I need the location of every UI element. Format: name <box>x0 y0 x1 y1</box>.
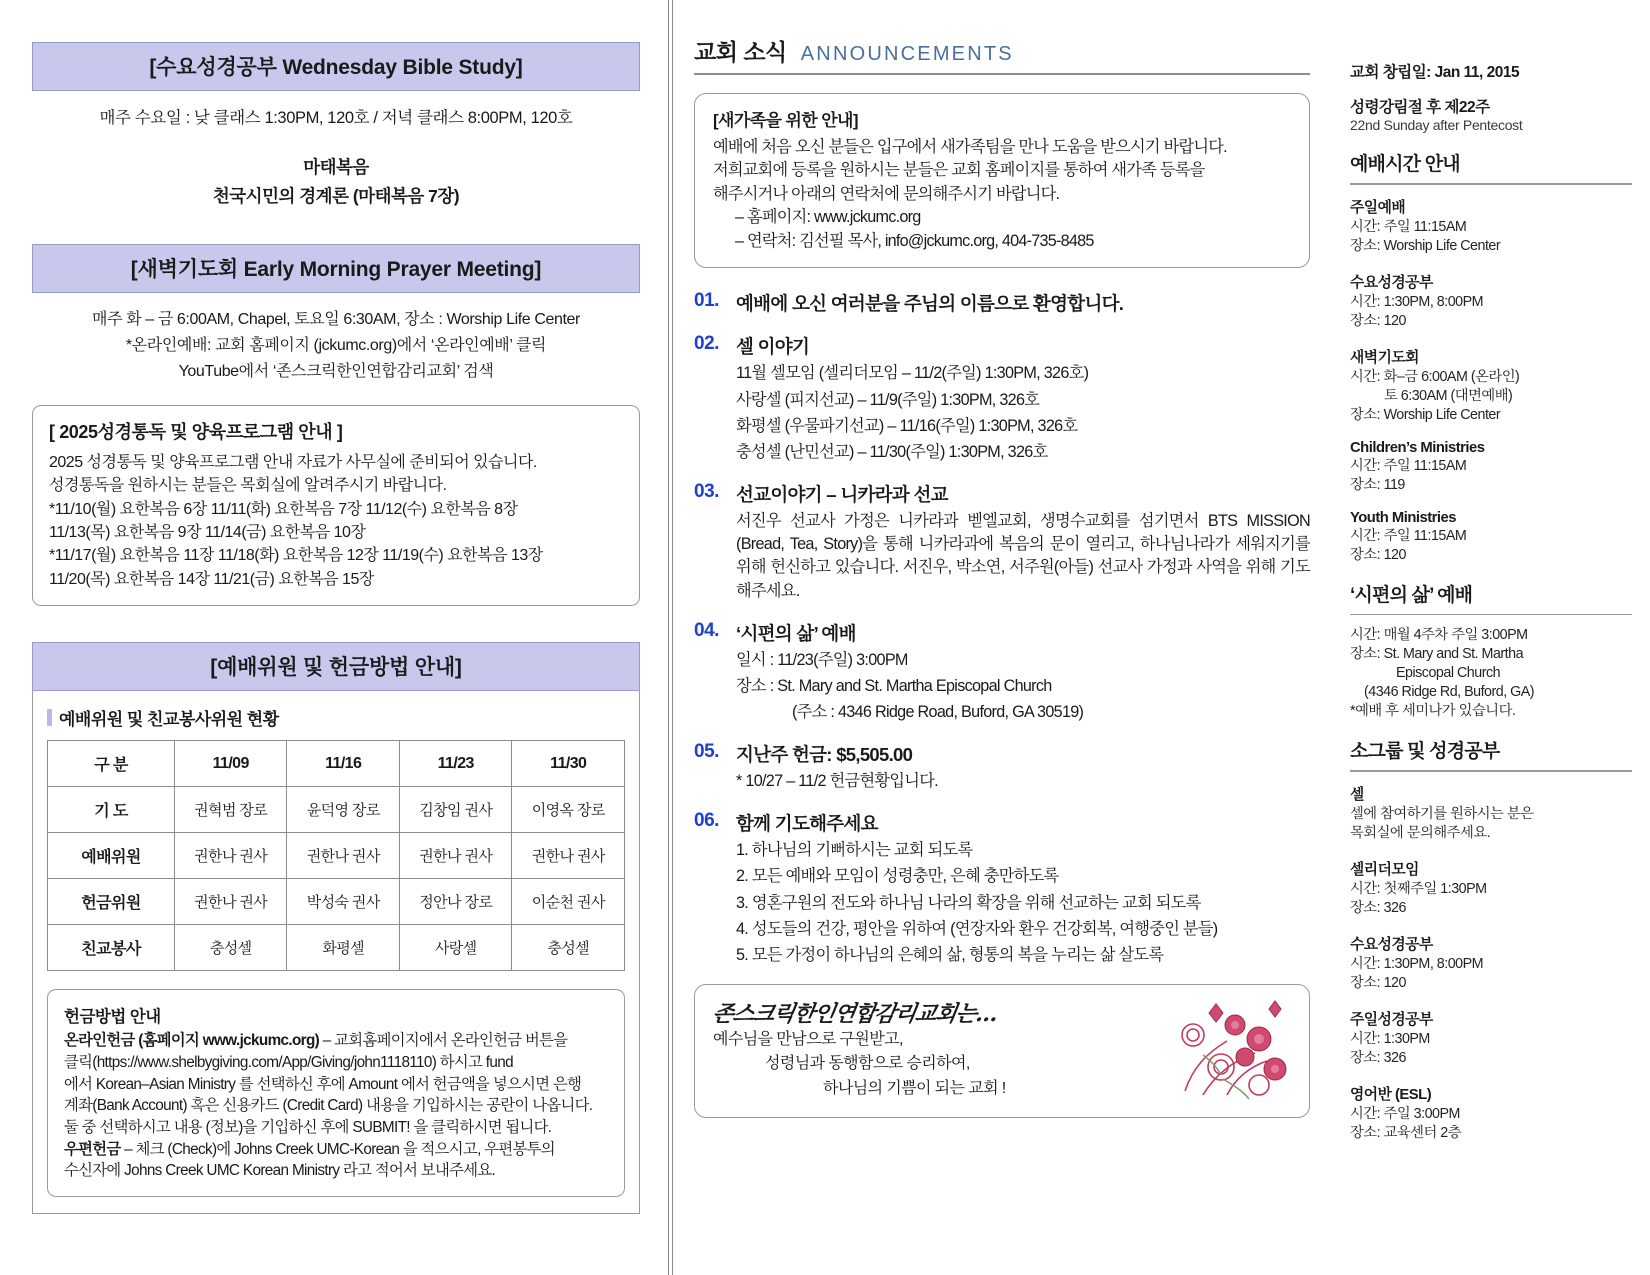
announcements-title-en: ANNOUNCEMENTS <box>800 43 1014 65</box>
info-sidebar <box>1328 0 1650 1275</box>
prayer-request-2: 3. 영혼구원의 전도와 하나님 나라의 확장을 위해 선교하는 교회 되도록 <box>736 893 1201 912</box>
group-item-cell <box>1350 783 1632 843</box>
psalm-address: (주소 : 4346 Ridge Road, Buford, GA 30519) <box>792 702 1084 721</box>
announcement-body <box>736 481 1310 603</box>
duty-row-0-cell-2: 김창임 권사 <box>399 787 512 833</box>
group-item-place: 장소: 교육센터 2층 <box>1350 1124 1462 1141</box>
duty-row-0-label: 기 도 <box>48 787 175 833</box>
header-divider <box>694 73 1310 75</box>
bible-program-line-4: *11/17(월) 요한복음 11장 11/18(화) 요한복음 12장 11/19(수) 요한복음 13장 <box>49 547 543 565</box>
offering-total: 지난주 헌금: $5,505.00 <box>736 744 913 766</box>
duty-row-1-label: 예배위원 <box>48 833 175 879</box>
announcement-item <box>694 741 1310 793</box>
prayer-request-3: 4. 성도들의 건강, 평안을 위하여 (연장자와 환우 건강회복, 여행중인 분들) <box>736 919 1218 938</box>
giving-mail-text: – 체크 (Check)에 Johns Creek UMC-Korean 을 적으시고, 우편봉투의 <box>120 1140 555 1158</box>
worship-item-time-2: 토 6:30AM (대면예배) <box>1384 387 1513 404</box>
new-family-contact: – 연락처: 김선필 목사, info@jckumc.org, 404-735-8485 <box>735 231 1094 250</box>
worship-item-time: 시간: 주일 11:15AM <box>1350 457 1467 474</box>
announcement-title: 선교이야기 – 니카라과 선교 <box>736 484 948 506</box>
duty-col-4: 11/30 <box>512 741 625 787</box>
worship-item-place: 장소: Worship Life Center <box>1350 406 1501 423</box>
group-item-line-0: 셀에 참여하기를 원하시는 분은 <box>1350 805 1534 822</box>
announcement-body <box>736 290 1310 316</box>
worship-item-dawn-prayer <box>1350 346 1632 425</box>
announcement-title: ‘시편의 삶’ 예배 <box>736 622 856 644</box>
sidebar-divider <box>1350 770 1632 772</box>
bible-study-book: 마태복음 <box>303 157 369 177</box>
announcement-number: 02. <box>694 333 719 355</box>
giving-online-label: 온라인헌금 (홈페이지 www.jckumc.org) <box>64 1032 320 1050</box>
vision-handwritten-title: 존스크릭한인연합감리교회는… <box>710 1001 1000 1028</box>
vision-line-3: 하나님의 기쁨이 되는 교회 ! <box>823 1079 1006 1097</box>
season-en: 22nd Sunday after Pentecost <box>1350 117 1523 133</box>
bible-program-line-3: 11/13(목) 요한복음 9장 11/14(금) 요한복음 10장 <box>49 524 366 542</box>
psalm-place-2: Episcopal Church <box>1396 665 1501 682</box>
group-item-title: 수요성경공부 <box>1350 936 1433 953</box>
duty-row-1-cell-3: 권한나 권사 <box>512 833 625 879</box>
vision-line-1: 예수님을 만남으로 구원받고, <box>713 1031 903 1049</box>
new-family-line-1: 예배에 처음 오신 분들은 입구에서 새가족팀을 만나 도움을 받으시기 바랍니다. <box>713 138 1227 156</box>
sidebar-divider <box>1350 614 1632 616</box>
bible-program-line-1: 성경통독을 원하시는 분들은 목회실에 알려주시기 바랍니다. <box>49 477 447 495</box>
worship-item-title: 새벽기도회 <box>1350 349 1419 366</box>
vision-line-2: 성령님과 동행함으로 승리하여, <box>765 1055 970 1073</box>
group-item-sunday-bible <box>1350 1008 1632 1068</box>
group-item-time: 시간: 주일 3:00PM <box>1350 1105 1460 1122</box>
announcement-number: 03. <box>694 481 719 503</box>
announcement-number: 04. <box>694 619 719 641</box>
psalm-note: *예배 후 세미나가 있습니다. <box>1350 703 1516 720</box>
worship-item-time: 시간: 1:30PM, 8:00PM <box>1350 293 1484 310</box>
giving-mail-label: 우편헌금 <box>64 1140 121 1158</box>
announcements-title-kr: 교회 소식 <box>694 39 787 65</box>
flower-decoration-icon <box>1163 995 1293 1107</box>
duty-row-2-cell-3: 이순천 권사 <box>512 879 625 925</box>
prayer-request-1: 2. 모든 예배와 모임이 성령충만, 은혜 충만하도록 <box>736 867 1059 886</box>
duty-row-3-label: 친교봉사 <box>48 925 175 971</box>
worship-item-title: Children’s Ministries <box>1350 439 1485 456</box>
giving-mail-line-2: 수신자에 Johns Creek UMC Korean Ministry 라고 적어서 보내주세요. <box>64 1162 496 1180</box>
worship-item-place: 장소: 120 <box>1350 312 1406 329</box>
giving-online-line <box>64 1030 608 1052</box>
table-row <box>48 879 625 925</box>
prayer-request-4: 5. 모든 가정이 하나님의 은혜의 삶, 형통의 복을 누리는 삶 살도록 <box>736 945 1164 964</box>
duty-row-2-label: 헌금위원 <box>48 879 175 925</box>
prayer-request-0: 1. 하나님의 기뻐하시는 교회 되도록 <box>736 841 973 860</box>
worship-times-heading: 예배시간 안내 <box>1350 154 1460 175</box>
section-marker-icon <box>47 709 52 726</box>
founding-date: 교회 창립일: Jan 11, 2015 <box>1350 64 1520 81</box>
worship-item-time: 시간: 주일 11:15AM <box>1350 527 1467 544</box>
prayer-meeting-banner: [새벽기도회 Early Morning Prayer Meeting] <box>32 244 640 293</box>
worship-item-sunday <box>1350 196 1632 256</box>
duty-row-3-cell-2: 사랑셀 <box>399 925 512 971</box>
group-item-cell-leader <box>1350 858 1632 918</box>
giving-mail-line <box>64 1139 608 1161</box>
small-group-heading: 소그룹 및 성경공부 <box>1350 741 1500 763</box>
bible-study-schedule: 매주 수요일 : 낮 클래스 1:30PM, 120호 / 저녁 클래스 8:00PM, 120호 <box>99 109 573 127</box>
new-family-website: – 홈페이지: www.jckumc.org <box>735 208 921 227</box>
table-row <box>48 833 625 879</box>
group-item-time: 시간: 1:30PM <box>1350 1030 1430 1047</box>
psalm-datetime: 일시 : 11/23(주일) 3:00PM <box>736 650 908 669</box>
season-kr: 성령강림절 후 제22주 <box>1350 99 1490 116</box>
liturgical-season <box>1350 95 1632 133</box>
worship-item-place: 장소: 120 <box>1350 546 1406 563</box>
worship-item-title: 수요성경공부 <box>1350 274 1433 291</box>
group-item-title: 셀 <box>1350 786 1364 803</box>
announcements-header <box>694 34 1310 73</box>
duty-col-3: 11/23 <box>399 741 512 787</box>
worship-item-time: 시간: 주일 11:15AM <box>1350 218 1467 235</box>
announcement-body <box>736 741 1310 793</box>
psalm-place: 장소: St. Mary and St. Martha <box>1350 646 1524 663</box>
worship-item-title: 주일예배 <box>1350 199 1406 216</box>
duty-row-3-cell-0: 충성셀 <box>174 925 287 971</box>
duty-section <box>32 691 640 1214</box>
announcement-item <box>694 620 1310 724</box>
announcements-column <box>668 0 1328 1275</box>
group-item-wednesday-bible <box>1350 933 1632 993</box>
duty-row-0-cell-0: 권혁범 장로 <box>174 787 287 833</box>
cell-line-1: 사랑셀 (피지선교) – 11/9(주일) 1:30PM, 326호 <box>736 390 1040 409</box>
worship-item-place: 장소: 119 <box>1350 476 1405 493</box>
prayer-meeting-line2: *온라인예배: 교회 홈페이지 (jckumc.org)에서 ‘온라인예배’ 클릭 <box>125 337 547 354</box>
announcement-item <box>694 290 1310 316</box>
duty-section-label-text: 예배위원 및 친교봉사위원 현황 <box>59 710 279 730</box>
giving-line-5: 둘 중 선택하시고 내용 (정보)을 기입하신 후에 SUBMIT! 을 클릭하시면 됩니다. <box>64 1119 552 1137</box>
mission-paragraph: 서진우 선교사 가정은 니카라과 벧엘교회, 생명수교회를 섬기면서 BTS MISSION (Bread, Tea, Story)을 통해 니카라과에 복음의 문이 열리고, 하나님나라가 세워지기를 위해 헌신하고 있습니다. 서진우, 박소연, 서주원(아들) 선교사 가정과 사역을 위해 기도해주세요. <box>736 512 1310 600</box>
worship-item-title: Youth Ministries <box>1350 509 1456 526</box>
worship-item-wednesday-bible <box>1350 271 1632 331</box>
psalm-service-details <box>1350 626 1632 721</box>
duty-row-1-cell-0: 권한나 권사 <box>174 833 287 879</box>
bible-study-topic: 천국시민의 경계론 (마태복음 7장) <box>212 186 460 206</box>
group-item-place: 장소: 326 <box>1350 1049 1406 1066</box>
bible-program-line-2: *11/10(월) 요한복음 6장 11/11(화) 요한복음 7장 11/12(수) 요한복음 8장 <box>49 500 518 518</box>
prayer-meeting-line3: YouTube에서 ‘존스크릭한인연합감리교회’ 검색 <box>178 363 494 380</box>
worship-item-childrens-ministries <box>1350 440 1632 495</box>
duty-col-2: 11/16 <box>287 741 400 787</box>
cell-line-3: 충성셀 (난민선교) – 11/30(주일) 1:30PM, 326호 <box>736 442 1048 461</box>
psalm-location: 장소 : St. Mary and St. Martha Episcopal Church <box>736 676 1052 695</box>
table-header-row <box>48 741 625 787</box>
group-item-place: 장소: 120 <box>1350 974 1406 991</box>
announcement-body <box>736 333 1310 464</box>
giving-line-2: 클릭(https://www.shelbygiving.com/App/Giving/john1118110) 하시고 fund <box>64 1053 513 1071</box>
announcement-number: 01. <box>694 290 719 312</box>
group-item-esl <box>1350 1083 1632 1143</box>
announcement-item <box>694 481 1310 603</box>
group-item-title: 셀리더모임 <box>1350 861 1419 878</box>
prayer-meeting-line1: 매주 화 – 금 6:00AM, Chapel, 토요일 6:30AM, 장소 : Worship Life Center <box>92 311 580 328</box>
giving-line-4: 계좌(Bank Account) 혹은 신용카드 (Credit Card) 내용을 기입하시는 공란이 나옵니다. <box>64 1097 593 1115</box>
sidebar-divider <box>1350 183 1632 185</box>
giving-online-text: – 교회홈페이지에서 온라인헌금 버튼을 <box>319 1032 568 1050</box>
duty-row-0-cell-1: 윤덕영 장로 <box>287 787 400 833</box>
psalm-address: (4346 Ridge Rd, Buford, GA) <box>1364 684 1535 701</box>
duty-row-3-cell-1: 화평셀 <box>287 925 400 971</box>
bible-program-line-5: 11/20(목) 요한복음 14장 11/21(금) 요한복음 15장 <box>49 570 374 588</box>
worship-item-youth-ministries <box>1350 510 1632 565</box>
new-family-title: [새가족을 위한 안내] <box>713 111 858 130</box>
duty-col-1: 11/09 <box>174 741 287 787</box>
new-family-box <box>694 93 1310 268</box>
giving-box <box>47 989 625 1197</box>
cell-line-2: 화평셀 (우물파기선교) – 11/16(주일) 1:30PM, 326호 <box>736 416 1078 435</box>
table-row <box>48 925 625 971</box>
announcement-title: 셀 이야기 <box>736 336 810 358</box>
announcement-number: 05. <box>694 741 719 763</box>
duty-col-0: 구 분 <box>48 741 175 787</box>
announcement-body <box>736 620 1310 724</box>
announcement-item <box>694 333 1310 464</box>
bible-program-box <box>32 405 640 606</box>
worship-item-time: 시간: 화–금 6:00AM (온라인) <box>1350 368 1520 385</box>
announcement-number: 06. <box>694 810 719 832</box>
left-column <box>0 0 668 1275</box>
duty-row-2-cell-0: 권한나 권사 <box>174 879 287 925</box>
announcement-body <box>736 810 1310 967</box>
giving-title: 헌금방법 안내 <box>64 1008 161 1027</box>
duty-row-3-cell-3: 충성셀 <box>512 925 625 971</box>
duty-row-1-cell-1: 권한나 권사 <box>287 833 400 879</box>
duty-table <box>47 740 625 971</box>
duty-row-2-cell-2: 정안나 장로 <box>399 879 512 925</box>
duty-section-label <box>47 705 625 730</box>
duty-row-1-cell-2: 권한나 권사 <box>399 833 512 879</box>
group-item-time: 시간: 1:30PM, 8:00PM <box>1350 955 1484 972</box>
announcement-title: 함께 기도해주세요 <box>736 813 878 835</box>
group-item-place: 장소: 326 <box>1350 899 1406 916</box>
bible-program-line-0: 2025 성경통독 및 양육프로그램 안내 자료가 사무실에 준비되어 있습니다. <box>49 454 537 471</box>
new-family-line-2: 저희교회에 등록을 원하시는 분들은 교회 홈페이지를 통하여 새가족 등록을 <box>713 161 1205 180</box>
duty-row-2-cell-1: 박성숙 권사 <box>287 879 400 925</box>
cell-line-0: 11월 셀모임 (셀리더모임 – 11/2(주일) 1:30PM, 326호) <box>736 364 1089 383</box>
duty-banner: [예배위원 및 헌금방법 안내] <box>32 642 640 691</box>
vision-box <box>694 984 1310 1118</box>
announcement-item <box>694 810 1310 967</box>
group-item-time: 시간: 첫째주일 1:30PM <box>1350 880 1487 897</box>
table-row <box>48 787 625 833</box>
offering-period: * 10/27 – 11/2 헌금현황입니다. <box>736 772 938 791</box>
group-item-line-1: 목회실에 문의해주세요. <box>1350 824 1491 841</box>
group-item-title: 영어반 (ESL) <box>1350 1086 1432 1103</box>
group-item-title: 주일성경공부 <box>1350 1011 1433 1028</box>
duty-row-0-cell-3: 이영옥 장로 <box>512 787 625 833</box>
worship-item-place: 장소: Worship Life Center <box>1350 237 1501 254</box>
announcement-title: 예배에 오신 여러분을 주님의 이름으로 환영합니다. <box>736 293 1124 315</box>
new-family-line-3: 해주시거나 아래의 연락처에 문의해주시기 바랍니다. <box>713 184 1060 203</box>
giving-line-3: 에서 Korean–Asian Ministry 를 선택하신 후에 Amount 에서 헌금액을 넣으시면 은행 <box>64 1075 582 1093</box>
psalm-service-heading: ‘시편의 삶’ 예배 <box>1350 584 1473 606</box>
bible-study-banner: [수요성경공부 Wednesday Bible Study] <box>32 42 640 91</box>
bible-program-title: [ 2025성경통독 및 양육프로그램 안내 ] <box>49 422 343 442</box>
psalm-time: 시간: 매월 4주차 주일 3:00PM <box>1350 627 1528 644</box>
